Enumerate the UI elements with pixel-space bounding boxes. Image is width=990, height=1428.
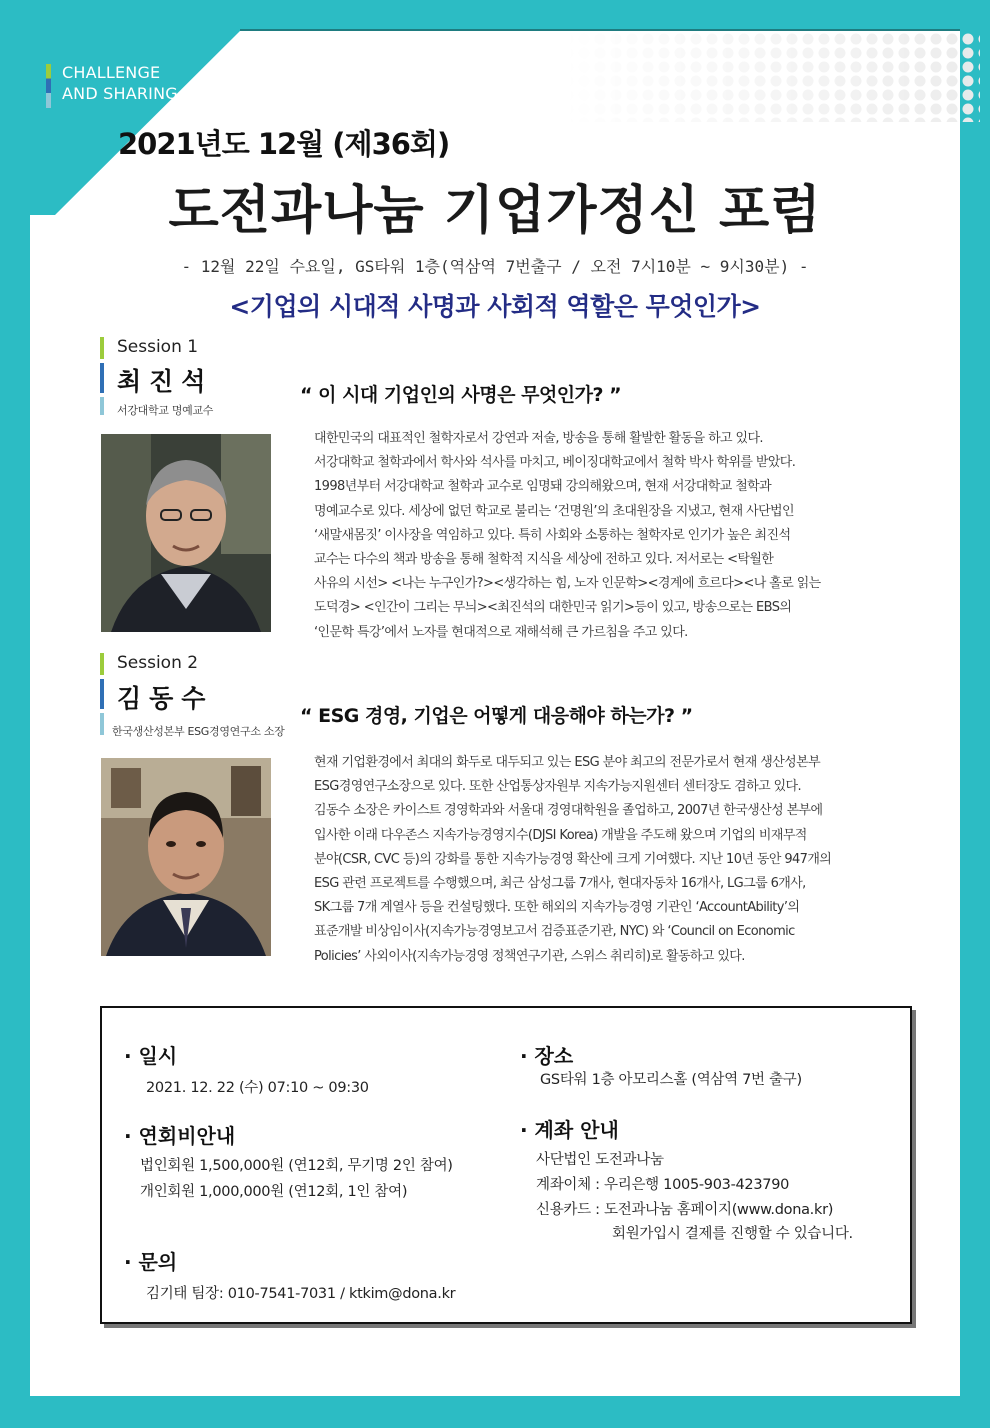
brand-line2: AND SHARING bbox=[62, 84, 178, 103]
session1-bio bbox=[314, 427, 821, 645]
session1-speaker-name: 최진석 bbox=[117, 367, 214, 396]
session2-bar-blue bbox=[100, 679, 104, 709]
place-heading: · 장소 bbox=[520, 1044, 574, 1068]
session1-bio-line: 교수는 다수의 책과 방송을 통해 철학적 지식을 세상에 전하고 있다. 저서로는 <탁월한 bbox=[314, 552, 774, 568]
session2-bar-green bbox=[100, 653, 104, 675]
brand-color-bar bbox=[46, 64, 51, 108]
date-text: 2021. 12. 22 (수) 07:10 ~ 09:30 bbox=[146, 1080, 369, 1096]
session1-bio-line: 대한민국의 대표적인 철학자로서 강연과 저술, 방송을 통해 활발한 활동을 하고 있다. bbox=[314, 431, 763, 446]
fee-individual: 개인회원 1,000,000원 (연12회, 1인 참여) bbox=[140, 1184, 408, 1200]
session1-bio-line: 서강대학교 철학과에서 학사와 석사를 마치고, 베이징대학교에서 철학 박사 학위를 받았다. bbox=[314, 455, 796, 471]
contact-text: 김기태 팀장: 010-7541-7031 / ktkim@dona.kr bbox=[146, 1286, 456, 1302]
fee-corporate: 법인회원 1,500,000원 (연12회, 무기명 2인 참여) bbox=[140, 1158, 453, 1174]
session1-bio-line: 1998년부터 서강대학교 철학과 교수로 임명돼 강의해왔으며, 현재 서강대학교 철학과 bbox=[314, 479, 772, 495]
session1-bar-blue bbox=[100, 363, 104, 393]
session1-affiliation: 서강대학교 명예교수 bbox=[117, 404, 214, 417]
session1-bio-line: 사유의 시선> <나는 누구인가?><생각하는 힘, 노자 인문학><경계에 흐르다><나 홀로 읽는 bbox=[314, 576, 821, 592]
session1-bio-line: ‘인문학 특강’에서 노자를 현대적으로 재해석해 큰 가르침을 주고 있다. bbox=[314, 624, 688, 640]
brand-text bbox=[62, 62, 262, 104]
session2-quote: “ ESG 경영, 기업은 어떻게 대응해야 하는가? ” bbox=[300, 705, 693, 727]
session2-bio-line: 현재 기업환경에서 최대의 화두로 대두되고 있는 ESG 분야 최고의 전문가로서 현재 생산성본부 bbox=[314, 755, 821, 770]
session1-bar-light bbox=[100, 397, 104, 415]
session2-bio-line: Policies’ 사외이사(지속가능경영 정책연구기관, 스위스 취리히)로 활동하고 있다. bbox=[314, 948, 745, 964]
date-heading: · 일시 bbox=[124, 1044, 178, 1068]
account-heading: · 계좌 안내 bbox=[520, 1118, 619, 1142]
account-card-note: 회원가입시 결제를 진행할 수 있습니다. bbox=[612, 1226, 853, 1242]
account-org: 사단법인 도전과나눔 bbox=[536, 1152, 664, 1168]
account-card: 신용카드 : 도전과나눔 홈페이지(www.dona.kr) bbox=[536, 1202, 834, 1218]
session1-bio-line: 명예교수로 있다. 세상에 없던 학교로 불리는 ‘건명원’의 초대원장을 지냈고, 현재 사단법인 bbox=[314, 503, 794, 519]
place-text: GS타워 1층 아모리스홀 (역삼역 7번 출구) bbox=[540, 1072, 802, 1088]
session1-speaker-photo bbox=[101, 434, 271, 632]
session2-speaker-photo bbox=[101, 758, 271, 956]
session1-bio-line: 도덕경> <인간이 그리는 무늬><최진석의 대한민국 읽기>등이 있고, 방송으로는 EBS의 bbox=[314, 600, 792, 616]
session1-bio-line: ‘새말새몸짓’ 이사장을 역임하고 있다. 특히 사회와 소통하는 철학자로 인기가 높은 최진석 bbox=[314, 527, 791, 543]
session2-label: Session 2 bbox=[117, 653, 199, 673]
session1-bar-green bbox=[100, 337, 104, 359]
session2-bio-line: 표준개발 비상임이사(지속가능경영보고서 검증표준기관, NYC) 와 ‘Council on Economic bbox=[314, 924, 795, 940]
session2-affiliation: 한국생산성본부 ESG경영연구소 소장 bbox=[112, 725, 285, 738]
brand-line1: CHALLENGE bbox=[62, 63, 161, 82]
session2-bio bbox=[314, 751, 831, 969]
dot-pattern bbox=[560, 32, 980, 122]
page-title: 도전과나눔 기업가정신 포럼 bbox=[168, 181, 822, 241]
session2-bar-light bbox=[100, 713, 104, 735]
event-info-box bbox=[100, 1006, 912, 1324]
session2-bio-line: 김동수 소장은 카이스트 경영학과와 서울대 경영대학원을 졸업하고, 2007년 한국생산성 본부에 bbox=[314, 803, 823, 819]
session2-speaker-name: 김동수 bbox=[117, 684, 214, 713]
event-datetime: - 12월 22일 수요일, GS타워 1층(역삼역 7번출구 / 오전 7시10분 ~ 9시30분) - bbox=[181, 257, 809, 276]
session2-bio-line: 입사한 이래 다우존스 지속가능경영지수(DJSI Korea) 개발을 주도해 왔으며 기업의 비재무적 bbox=[314, 827, 807, 843]
session2-bio-line: SK그룹 7개 계열사 등을 컨설팅했다. 또한 해외의 지속가능경영 기관인 ‘AccountAbility’의 bbox=[314, 900, 800, 916]
session1-label: Session 1 bbox=[117, 337, 199, 357]
forum-edition: 2021년도 12월 (제36회) bbox=[118, 127, 450, 161]
fee-heading: · 연회비안내 bbox=[124, 1124, 236, 1148]
session1-quote: “ 이 시대 기업인의 사명은 무엇인가? ” bbox=[300, 384, 622, 406]
session2-bio-line: 분야(CSR, CVC 등)의 강화를 통한 지속가능경영 확산에 크게 기여했다. 지난 10년 동안 947개의 bbox=[314, 851, 832, 867]
contact-heading: · 문의 bbox=[124, 1250, 178, 1274]
session2-bio-line: ESG경영연구소장으로 있다. 또한 산업통상자원부 지속가능지원센터 센터장도 겸하고 있다. bbox=[314, 779, 802, 795]
session2-bio-line: ESG 관련 프로젝트를 수행했으며, 최근 삼성그룹 7개사, 현대자동차 16개사, LG그룹 6개사, bbox=[314, 876, 806, 892]
account-transfer: 계좌이체 : 우리은행 1005-903-423790 bbox=[536, 1177, 790, 1193]
forum-theme: <기업의 시대적 사명과 사회적 역할은 무엇인가> bbox=[229, 292, 761, 321]
